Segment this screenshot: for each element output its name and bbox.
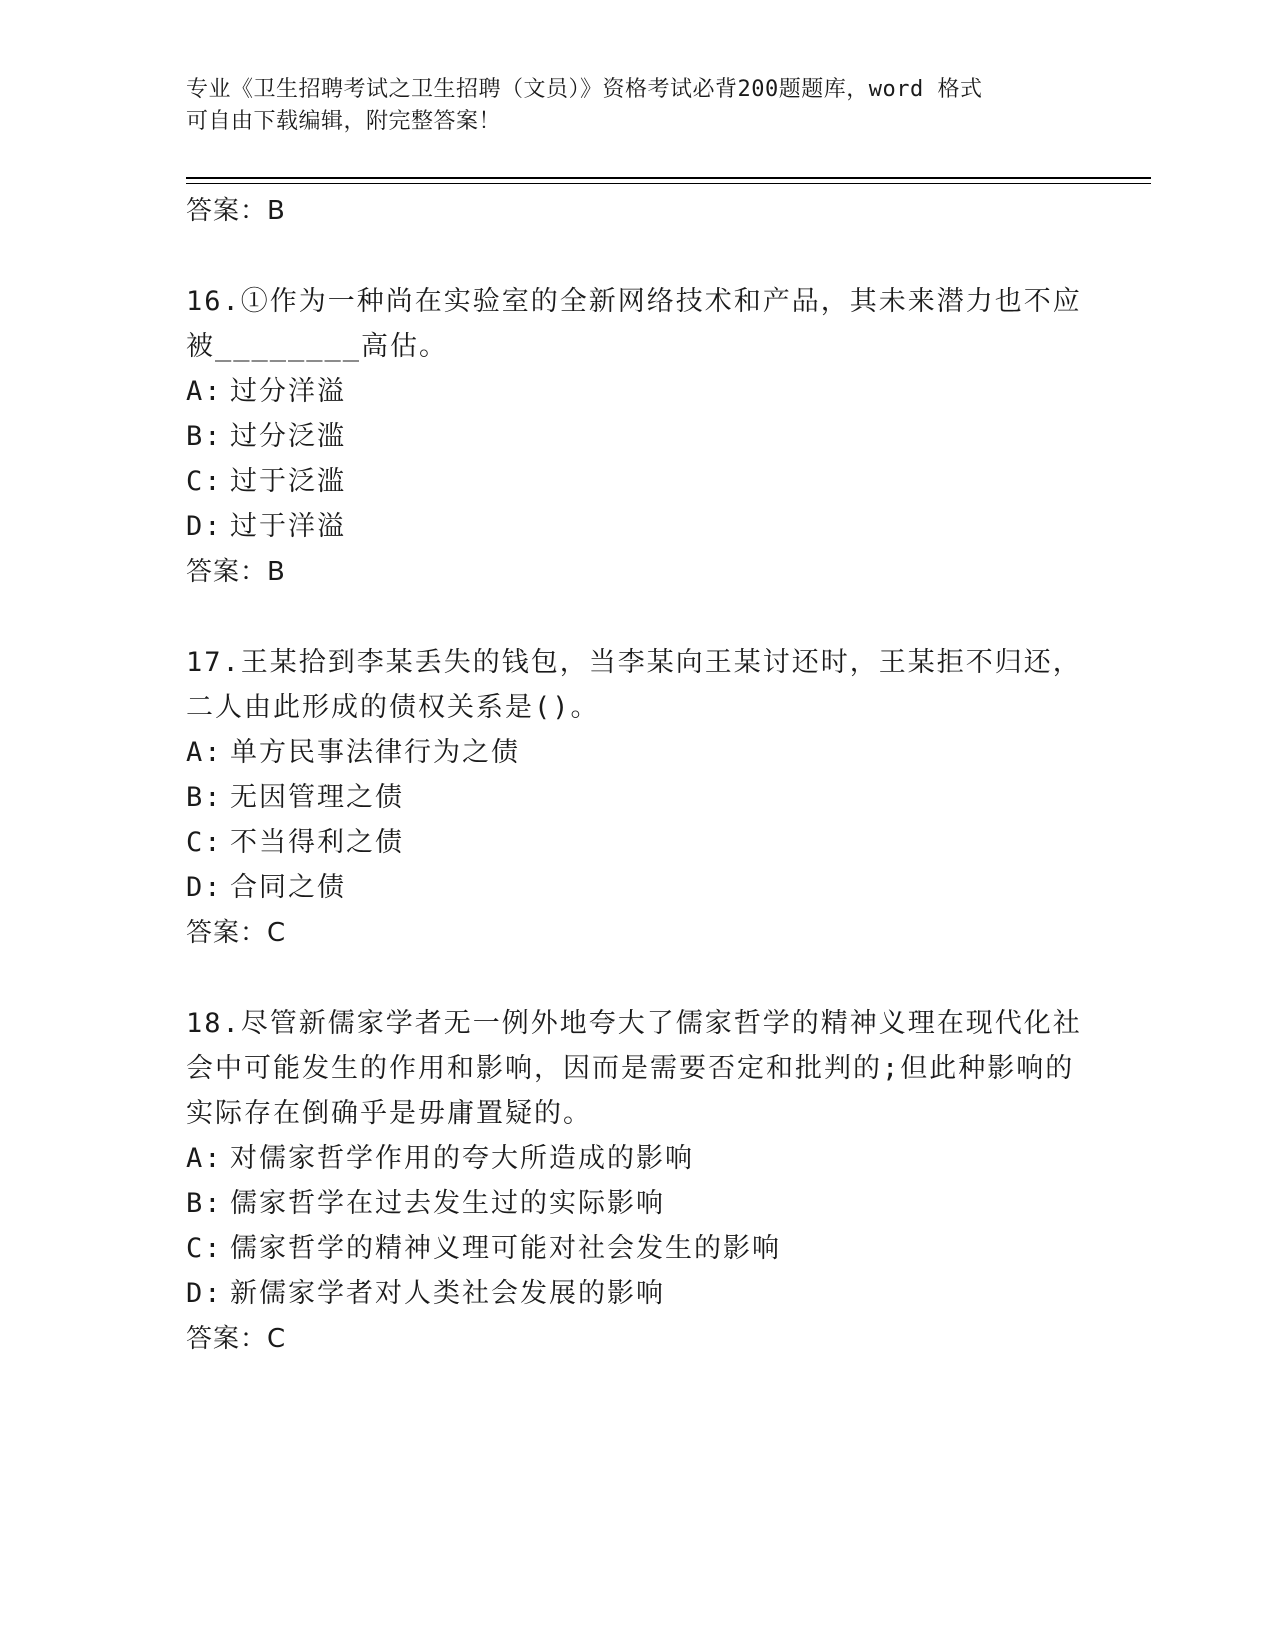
- option-text: 不当得利之债: [230, 827, 404, 858]
- option-a: [186, 730, 1086, 775]
- question-16: [186, 279, 1086, 595]
- option-letter: D:: [186, 872, 223, 903]
- header-line-2: 可自由下载编辑，附完整答案！: [186, 109, 502, 134]
- header-line-1: 专业《卫生招聘考试之卫生招聘（文员）》资格考试必背200题题库，word 格式: [186, 77, 983, 102]
- option-letter: C:: [186, 827, 223, 858]
- option-text: 儒家哲学在过去发生过的实际影响: [230, 1188, 665, 1219]
- option-a: [186, 369, 1086, 414]
- option-text: 过分泛滥: [230, 421, 346, 452]
- option-text: 单方民事法律行为之债: [230, 737, 520, 768]
- option-d: [186, 865, 1086, 910]
- question-stem-line: 被________高估。: [186, 331, 449, 362]
- option-b: [186, 775, 1086, 820]
- option-text: 儒家哲学的精神义理可能对社会发生的影响: [230, 1233, 781, 1264]
- option-b: [186, 1181, 1086, 1226]
- answer-line: 答案：B: [186, 557, 286, 587]
- option-c: [186, 459, 1086, 504]
- option-a: [186, 1136, 1086, 1181]
- option-text: 对儒家哲学作用的夸大所造成的影响: [230, 1143, 694, 1174]
- question-stem: [186, 1001, 1086, 1136]
- spacer: [186, 595, 1086, 640]
- question-stem: [186, 640, 1086, 730]
- header-rule-thick: [186, 177, 1151, 179]
- option-letter: A:: [186, 737, 223, 768]
- question-stem-line: 17.王某拾到李某丢失的钱包，当李某向王某讨还时，王某拒不归还，: [186, 647, 1082, 678]
- answer-line: 答案：B: [186, 196, 286, 226]
- option-letter: B:: [186, 421, 223, 452]
- option-letter: B:: [186, 782, 223, 813]
- answer-line: 答案：C: [186, 918, 287, 948]
- question-stem-line: 16.①作为一种尚在实验室的全新网络技术和产品，其未来潜力也不应: [186, 286, 1082, 317]
- option-letter: B:: [186, 1188, 223, 1219]
- option-text: 过于洋溢: [230, 511, 346, 542]
- option-letter: C:: [186, 466, 223, 497]
- header-rule-thin: [186, 183, 1151, 184]
- answer-line: 答案：C: [186, 1324, 287, 1354]
- option-c: [186, 1226, 1086, 1271]
- spacer: [186, 956, 1086, 1001]
- question-list: [186, 188, 1086, 1362]
- option-letter: A:: [186, 376, 223, 407]
- document-header: [186, 74, 1066, 138]
- question-stem-line: 二人由此形成的债权关系是()。: [186, 692, 600, 723]
- spacer: [186, 234, 1086, 279]
- question-stem-line: 实际存在倒确乎是毋庸置疑的。: [186, 1098, 592, 1129]
- option-letter: D:: [186, 511, 223, 542]
- option-text: 过分洋溢: [230, 376, 346, 407]
- question-stem: [186, 279, 1086, 369]
- option-text: 过于泛滥: [230, 466, 346, 497]
- question-stem-line: 会中可能发生的作用和影响，因而是需要否定和批判的;但此种影响的: [186, 1053, 1075, 1084]
- option-letter: D:: [186, 1278, 223, 1309]
- option-d: [186, 1271, 1086, 1316]
- option-text: 新儒家学者对人类社会发展的影响: [230, 1278, 665, 1309]
- option-text: 合同之债: [230, 872, 346, 903]
- option-letter: C:: [186, 1233, 223, 1264]
- option-d: [186, 504, 1086, 549]
- option-letter: A:: [186, 1143, 223, 1174]
- question-18: [186, 1001, 1086, 1362]
- question-17: [186, 640, 1086, 956]
- option-text: 无因管理之债: [230, 782, 404, 813]
- option-c: [186, 820, 1086, 865]
- option-b: [186, 414, 1086, 459]
- question-stem-line: 18.尽管新儒家学者无一例外地夸大了儒家哲学的精神义理在现代化社: [186, 1008, 1082, 1039]
